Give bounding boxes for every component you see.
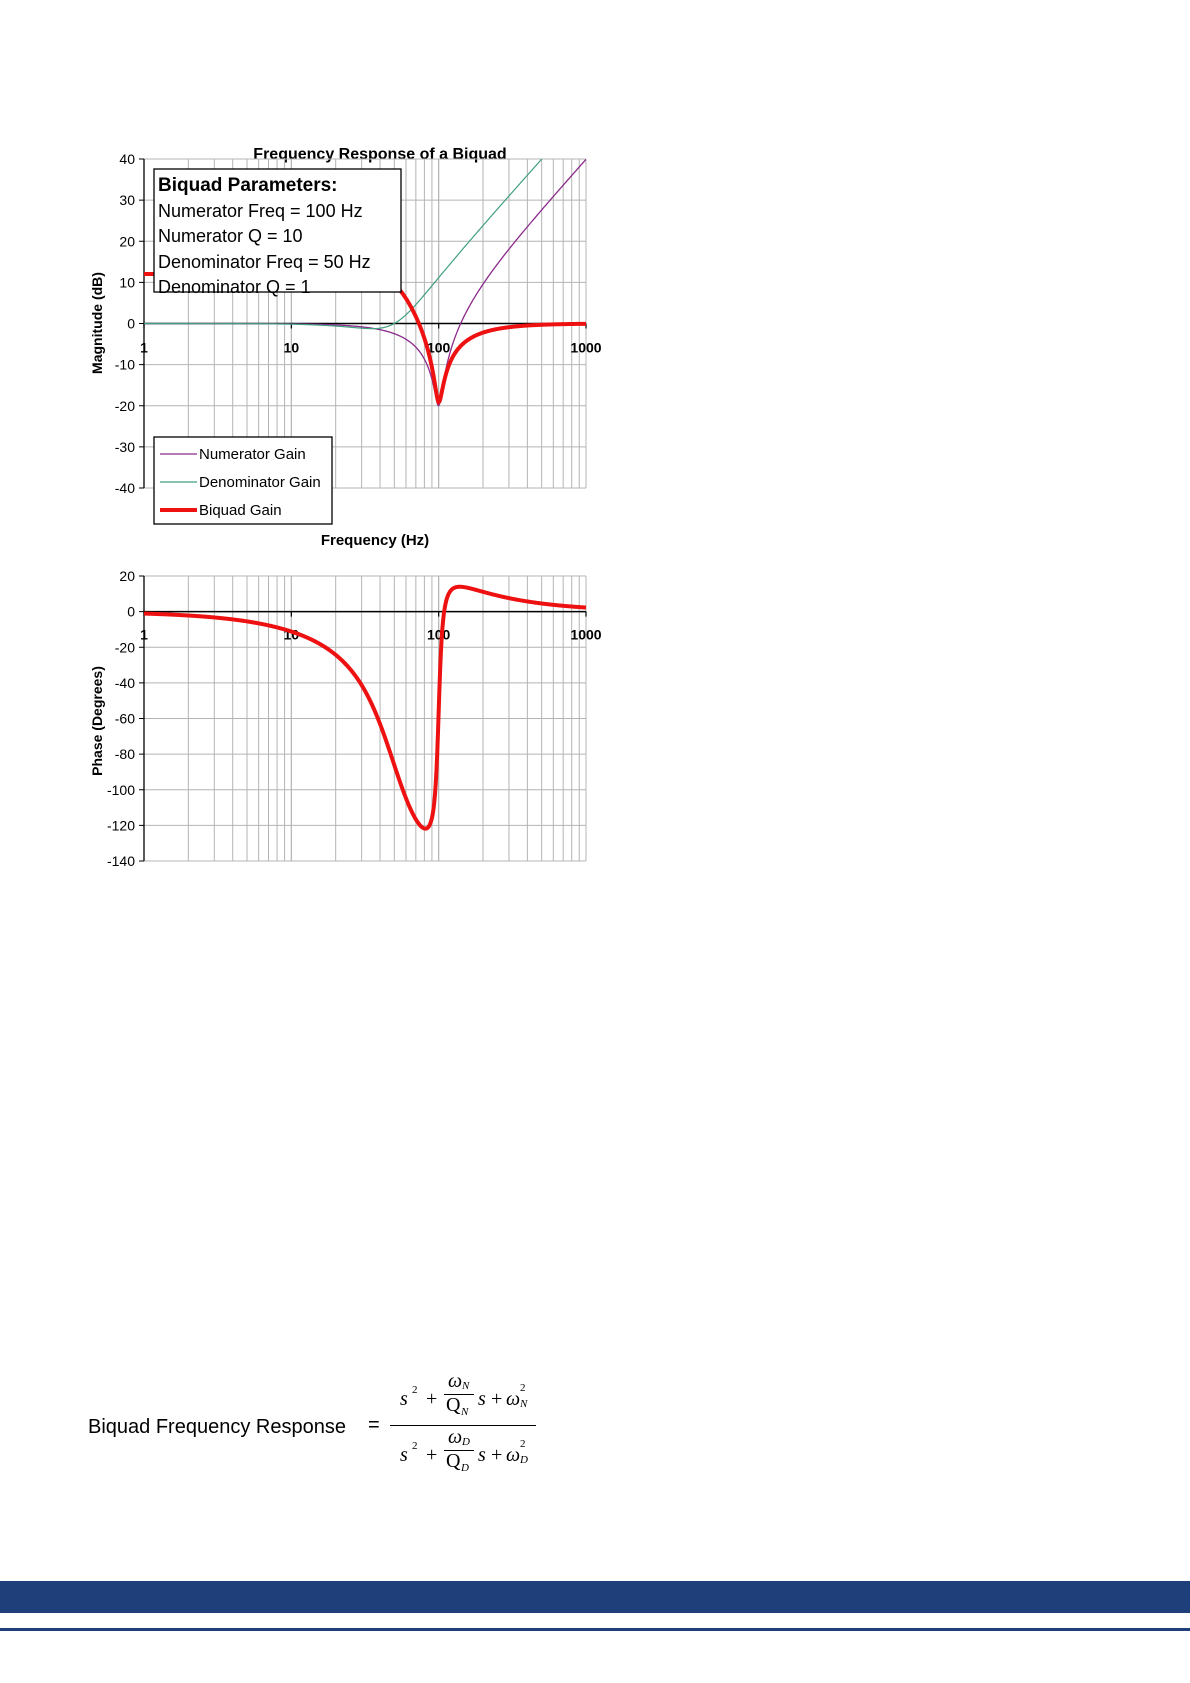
y-tick-label: -30 [114, 438, 135, 455]
num-s-exp: 2 [412, 1384, 418, 1396]
formula-main-fraction-bar [390, 1425, 536, 1426]
x-tick-label: 1000 [570, 626, 602, 643]
x-tick-label: 10 [283, 339, 300, 356]
y-tick-label: 40 [119, 151, 135, 167]
legend-label-biquad: Biquad Gain [199, 502, 282, 519]
num-plus2: + [491, 1388, 503, 1410]
series-biquad-phase [144, 587, 586, 829]
den-plus2: + [491, 1444, 503, 1466]
y-tick-label: 0 [127, 315, 135, 332]
phase-series [144, 587, 586, 829]
num-s: s [400, 1388, 408, 1410]
y-tick-label: -100 [106, 781, 135, 798]
x-tick-label: 10 [283, 626, 300, 643]
den-omega2-sup: 2 [520, 1438, 526, 1450]
parameter-line: Numerator Freq = 100 Hz [158, 201, 363, 221]
y-tick-label: 0 [127, 603, 135, 620]
num-omega: ω [448, 1370, 463, 1392]
y-tick-label: -140 [106, 853, 135, 869]
y-tick-label: -60 [114, 710, 135, 727]
num-omega-sub: N [462, 1380, 470, 1392]
magnitude-x-axis-label: Frequency (Hz) [320, 532, 430, 549]
x-tick-label: 100 [426, 339, 451, 356]
footer-bar [0, 1581, 1190, 1613]
num-q: Q [446, 1394, 461, 1416]
formula-equals: = [368, 1414, 380, 1436]
x-tick-label: 1000 [570, 339, 602, 356]
magnitude-legend [154, 437, 332, 524]
y-tick-label: -20 [114, 397, 135, 414]
den-q: Q [446, 1450, 461, 1472]
den-omega2-sub: D [520, 1454, 528, 1466]
y-tick-label: -40 [114, 674, 135, 691]
num-omega2-sub: N [520, 1398, 528, 1410]
parameters-box [154, 169, 401, 297]
phase-y-ticks [107, 568, 144, 869]
num-s2: s [478, 1388, 486, 1410]
phase-chart [85, 553, 645, 888]
den-plus1: + [426, 1444, 438, 1466]
phase-y-axis-label: Phase (Degrees) [89, 666, 105, 776]
y-tick-label: 10 [119, 274, 135, 291]
magnitude-chart [85, 140, 645, 550]
parameters-heading: Biquad Parameters: [158, 175, 338, 196]
den-s-exp: 2 [412, 1440, 418, 1452]
num-omega2-sup: 2 [520, 1382, 526, 1394]
num-q-sub: N [461, 1406, 469, 1418]
y-tick-label: 20 [119, 568, 135, 584]
den-omega-sub: D [462, 1436, 470, 1448]
y-tick-label: -120 [106, 817, 135, 834]
y-tick-label: -40 [114, 480, 135, 496]
den-s2: s [478, 1444, 486, 1466]
biquad-formula [88, 1370, 538, 1480]
den-q-sub: D [461, 1462, 469, 1474]
footer-rule [0, 1628, 1190, 1631]
formula-lhs: Biquad Frequency Response [88, 1416, 346, 1438]
den-omega2: ω [506, 1444, 521, 1466]
y-tick-label: 20 [119, 233, 135, 250]
num-plus1: + [426, 1388, 438, 1410]
y-tick-label: -80 [114, 746, 135, 763]
magnitude-y-axis-label: Magnitude (dB) [89, 272, 105, 374]
num-omega2: ω [506, 1388, 521, 1410]
formula-numerator [390, 1370, 536, 1420]
legend-label-numerator: Numerator Gain [199, 446, 306, 463]
y-tick-label: 30 [119, 192, 135, 209]
magnitude-y-ticks [115, 151, 144, 496]
y-tick-label: -10 [114, 356, 135, 373]
x-tick-label: 1 [140, 626, 148, 643]
den-omega: ω [448, 1426, 463, 1448]
x-tick-label: 100 [426, 626, 451, 643]
legend-label-denominator: Denominator Gain [199, 474, 321, 491]
den-s: s [400, 1444, 408, 1466]
chart-title: Frequency Response of a Biquad [253, 146, 507, 163]
parameter-line: Denominator Q = 1 [158, 277, 311, 297]
parameter-line: Denominator Freq = 50 Hz [158, 252, 371, 272]
y-tick-label: -20 [114, 639, 135, 656]
formula-denominator [390, 1428, 536, 1480]
parameter-line: Numerator Q = 10 [158, 226, 303, 246]
x-tick-label: 1 [140, 339, 148, 356]
